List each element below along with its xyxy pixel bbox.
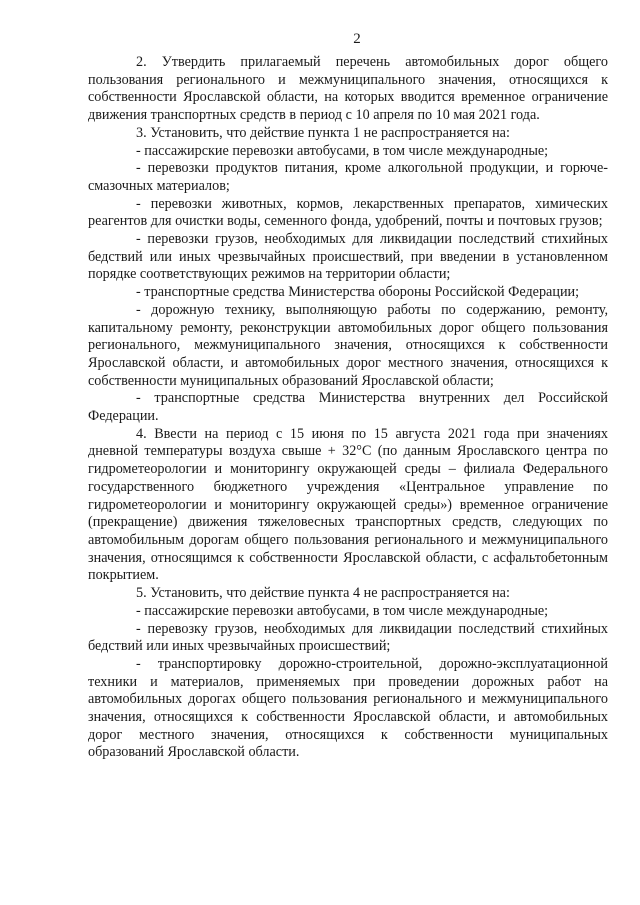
list-item: - транспортировку дорожно-строительной, дорожно-эксплуатационной техники и материалов, применяемых при проведении дорожных работ на автомобильных дорогах общего пользования регионального и межмуниципального значения, относящихся к собственности Ярославской области, и автомобильных дорог местного значения, относящихся к собственности муниципальных образований Ярославской области.: [88, 655, 608, 761]
paragraph-item-5: 5. Установить, что действие пункта 4 не распространяется на:: [136, 585, 510, 602]
list-item: - перевозку грузов, необходимых для ликвидации последствий стихийных бедствий или иных чрезвычайных происшествий;: [88, 620, 608, 655]
paragraph-item-4: 4. Ввести на период с 15 июня по 15 августа 2021 года при значениях дневной температуры воздуха свыше + 32°С (по данным Ярославского центра по гидрометеорологии и мониторингу окружающей среды – филиала Федерального государственного бюджетного учреждения «Центральное управление по гидрометеорологии и мониторингу окружающей среды») временное ограничение (прекращение) движения тяжеловесных транспортных средств, следующих по автомобильным дорогам общего пользования регионального и межмуниципального значения, относящимся к собственности Ярославской области, с асфальтобетонным покрытием.: [88, 425, 608, 584]
list-item: - пассажирские перевозки автобусами, в том числе международные;: [136, 602, 549, 619]
page-number: 2: [353, 31, 361, 47]
paragraph-item-3: 3. Установить, что действие пункта 1 не распространяется на:: [136, 124, 510, 141]
list-item: - перевозки продуктов питания, кроме алкогольной продукции, и горюче-смазочных материалов;: [88, 160, 608, 194]
list-item: - транспортные средства Министерства внутренних дел Российской Федерации.: [88, 390, 608, 425]
list-item: - перевозки грузов, необходимых для ликвидации последствий стихийных бедствий или иных чрезвычайных происшествий, при введении в установленном порядке соответствующих режимов на территории области;: [88, 231, 608, 283]
list-item: - дорожную технику, выполняющую работы по содержанию, ремонту, капитальному ремонту, реконструкции автомобильных дорог общего пользования регионального, межмуниципального значения, относящихся к собственности Ярославской области, и автомобильных дорог местного значения, относящихся к собственности муниципальных образований Ярославской области;: [88, 301, 608, 389]
list-item: - транспортные средства Министерства обороны Российской Федерации;: [136, 284, 580, 301]
list-item: - пассажирские перевозки автобусами, в том числе международные;: [136, 142, 549, 159]
paragraph-item-2: 2. Утвердить прилагаемый перечень автомобильных дорог общего пользования регионального и межмуниципального значения, относящихся к собственности Ярославской области, на которых вводится временное ограничение движения транспортных средств в период с 10 апреля по 10 мая 2021 года.: [88, 54, 608, 124]
list-item: - перевозки животных, кормов, лекарственных препаратов, химических реагентов для очистки воды, семенного фонда, удобрений, почты и почтовых грузов;: [88, 195, 608, 230]
